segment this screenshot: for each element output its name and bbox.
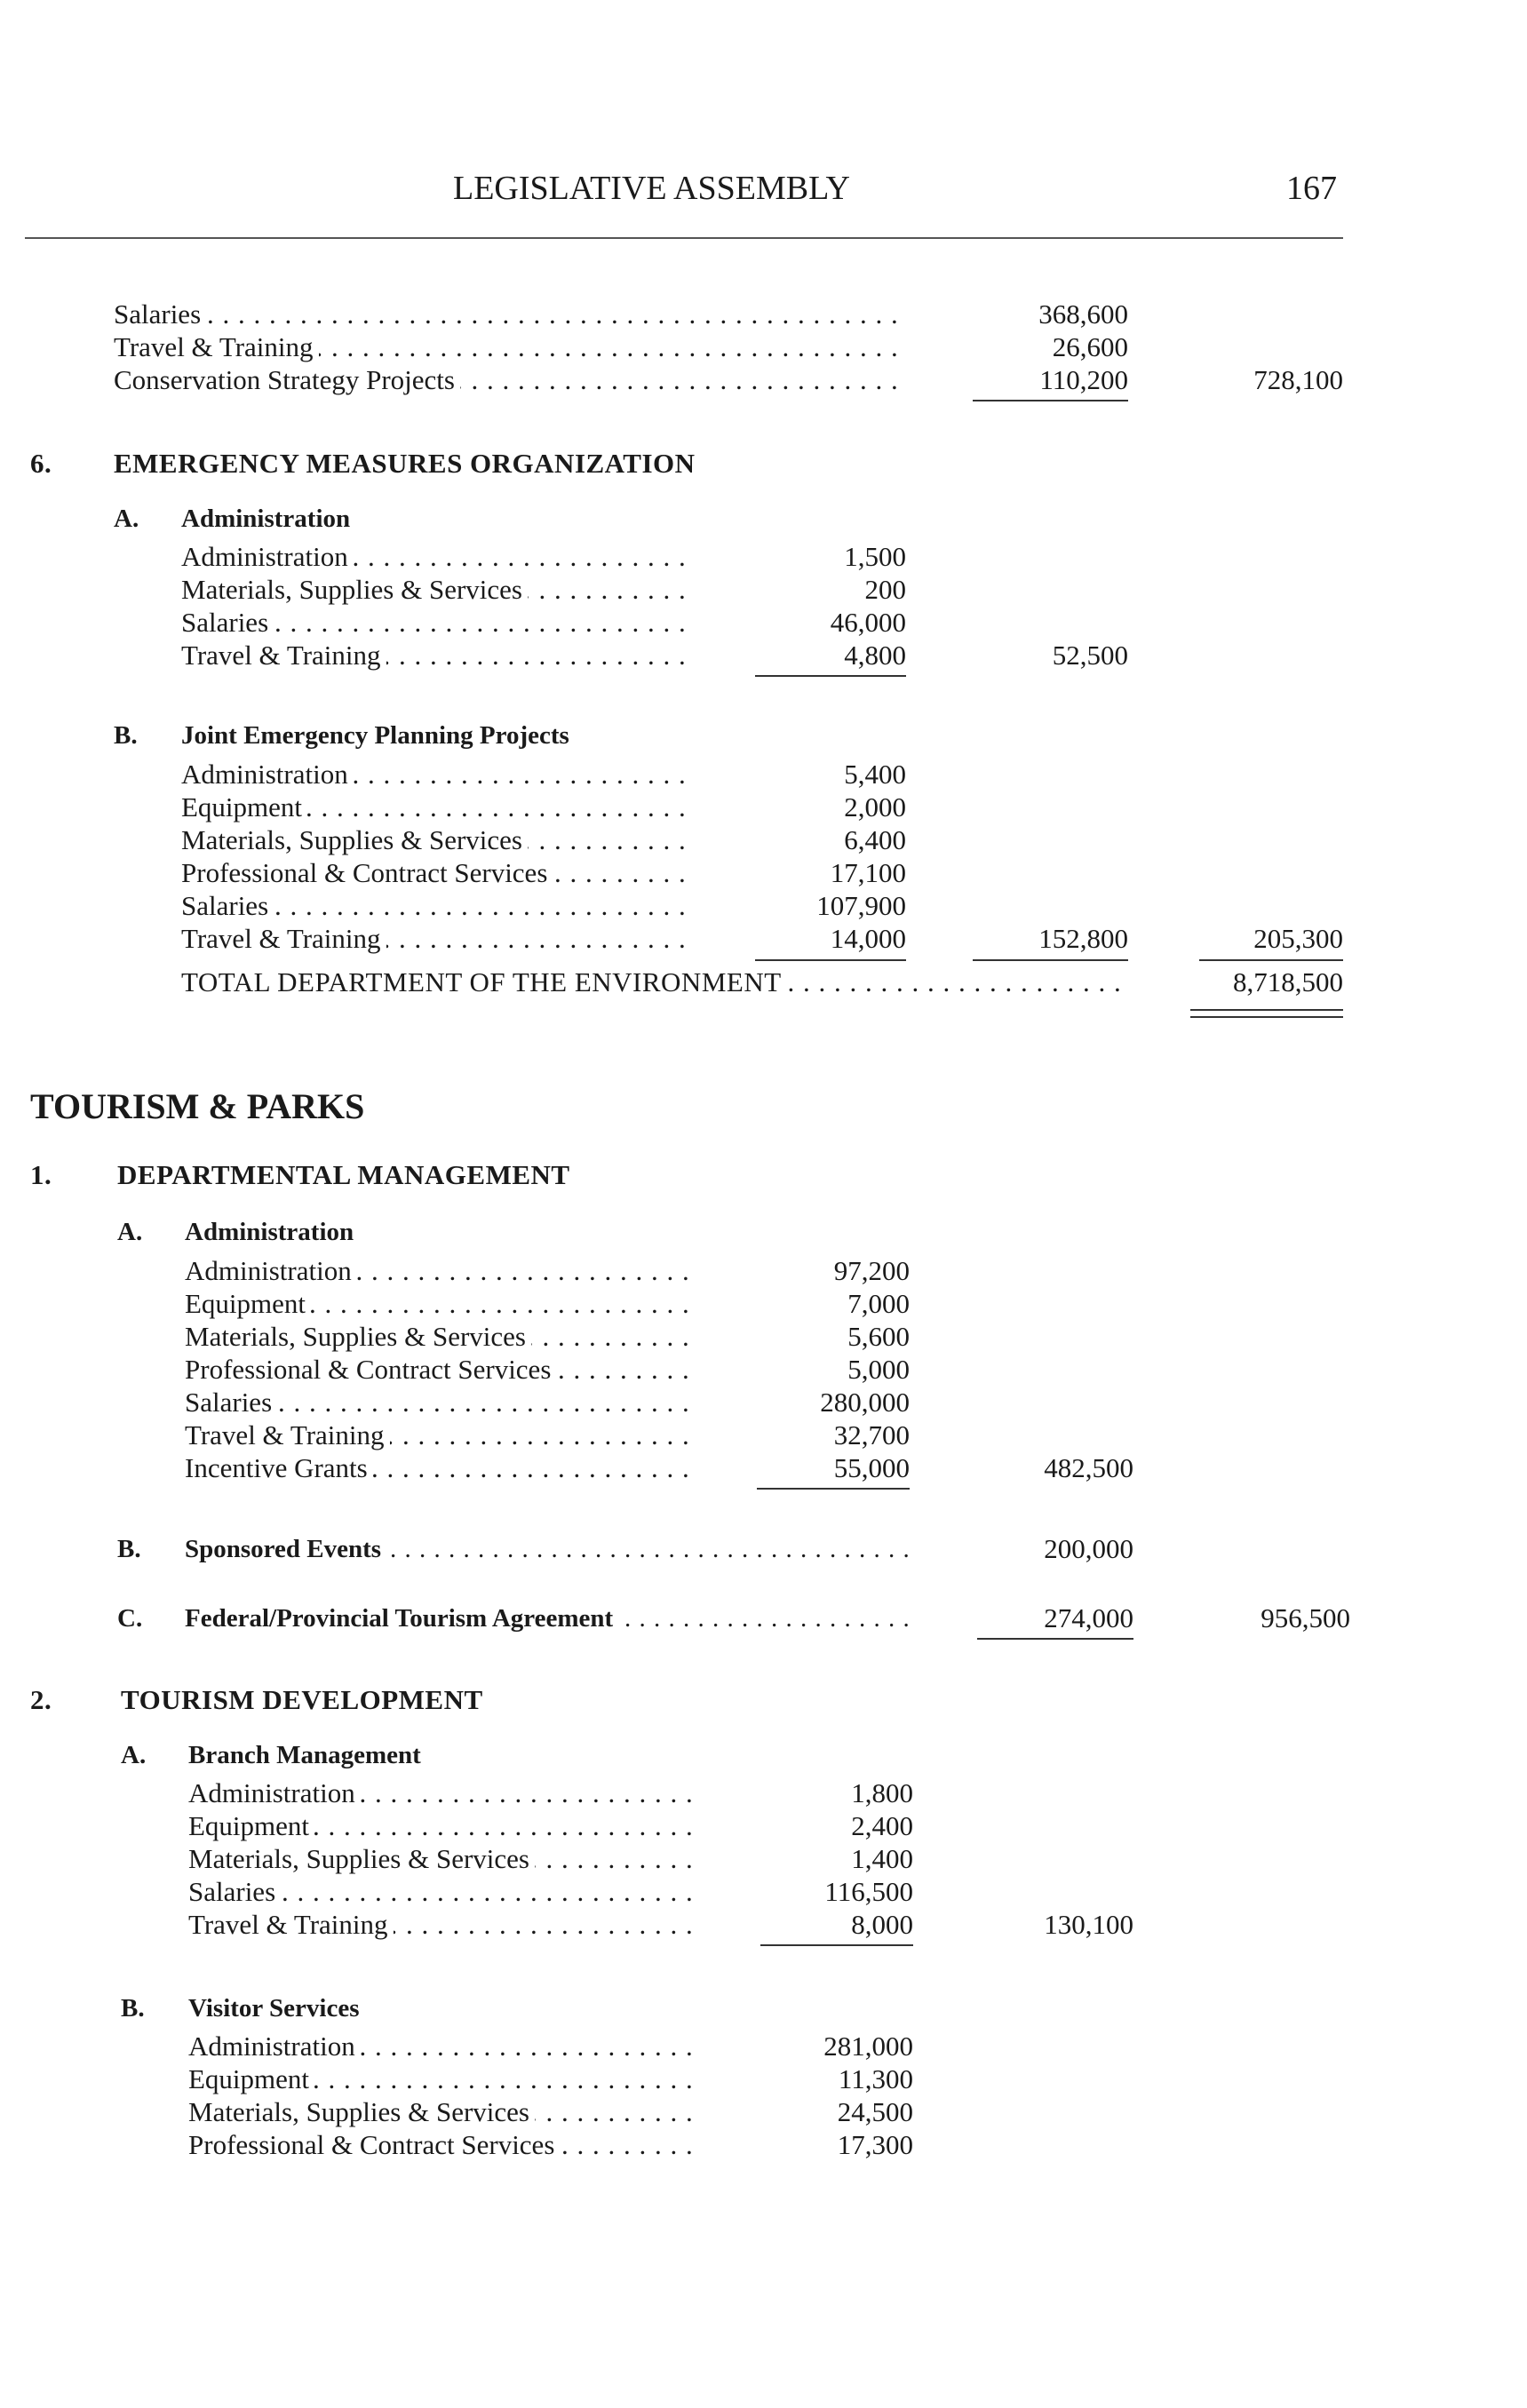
- subsection-title: Visitor Services: [188, 1994, 360, 2023]
- subsection-title: Sponsored Events . . .: [185, 1535, 913, 1564]
- line-item: Administration . . .: [181, 759, 688, 791]
- amount: 6,400: [844, 824, 906, 855]
- line-item: Conservation Strategy Projects . . .: [114, 364, 904, 396]
- line-item: Administration . . .: [181, 541, 688, 573]
- amount: 7,000: [847, 1288, 910, 1319]
- department-total-label: TOTAL DEPARTMENT OF THE ENVIRONMENT . . .: [181, 966, 1123, 998]
- subtotal-rule: [973, 959, 1128, 961]
- line-item: Administration . . .: [188, 2031, 695, 2062]
- amount: 55,000: [833, 1452, 910, 1483]
- amount: 5,000: [847, 1354, 910, 1385]
- amount: 17,100: [830, 857, 906, 888]
- amount: 46,000: [830, 607, 906, 638]
- line-item: Travel & Training . . .: [188, 1909, 695, 1941]
- total-rule: [1199, 959, 1343, 961]
- line-item: Administration . . .: [185, 1255, 691, 1287]
- line-item: Salaries . . .: [185, 1387, 691, 1419]
- amount: 107,900: [816, 890, 906, 921]
- subtotal-rule: [755, 959, 906, 961]
- amount: 200: [864, 574, 906, 605]
- department-total: 8,718,500: [1233, 966, 1343, 997]
- subsection-letter: A.: [114, 505, 139, 533]
- amount: 14,000: [830, 923, 906, 954]
- line-item: Materials, Supplies & Services . . .: [185, 1321, 691, 1353]
- subtotal: 130,100: [1044, 1909, 1133, 1940]
- running-head: LEGISLATIVE ASSEMBLY: [453, 170, 850, 207]
- line-item: Administration . . .: [188, 1777, 695, 1809]
- section-title: TOURISM DEVELOPMENT: [121, 1684, 483, 1715]
- line-item: Travel & Training . . .: [181, 923, 688, 955]
- amount: 116,500: [824, 1876, 913, 1907]
- line-item: Salaries . . .: [181, 607, 688, 639]
- line-item: Equipment . . .: [185, 1288, 691, 1320]
- line-item: Materials, Supplies & Services . . .: [188, 1843, 695, 1875]
- subsection-letter: A.: [121, 1741, 147, 1769]
- amount: 8,000: [851, 1909, 913, 1940]
- amount: 110,200: [1039, 364, 1128, 395]
- header-rule: [25, 237, 1343, 239]
- amount: 1,800: [851, 1777, 913, 1808]
- line-item: Travel & Training . . .: [114, 331, 904, 363]
- line-item: Equipment . . .: [181, 791, 688, 823]
- subsection-letter: B.: [121, 1994, 145, 2023]
- amount: 11,300: [838, 2063, 913, 2094]
- amount: 97,200: [833, 1255, 910, 1286]
- amount: 24,500: [837, 2096, 913, 2127]
- section-title: EMERGENCY MEASURES ORGANIZATION: [114, 448, 696, 479]
- amount: 5,600: [847, 1321, 910, 1352]
- subtotal-rule: [760, 1944, 913, 1946]
- amount: 281,000: [823, 2031, 913, 2062]
- line-item: Professional & Contract Services . . .: [185, 1354, 691, 1386]
- line-item: Equipment . . .: [188, 2063, 695, 2095]
- subtotal-rule: [757, 1488, 910, 1490]
- section-total: 728,100: [1253, 364, 1343, 395]
- line-item: Materials, Supplies & Services . . .: [188, 2096, 695, 2128]
- section-title: DEPARTMENTAL MANAGEMENT: [117, 1159, 570, 1190]
- section-number: 2.: [30, 1684, 52, 1715]
- line-item: Materials, Supplies & Services . . .: [181, 824, 688, 856]
- subtotal-rule: [755, 675, 906, 677]
- subsection-letter: B.: [117, 1535, 141, 1563]
- line-item: Materials, Supplies & Services . . .: [181, 574, 688, 606]
- subtotal: 52,500: [1052, 640, 1128, 671]
- subsection-title: Branch Management: [188, 1741, 421, 1769]
- amount: 5,400: [844, 759, 906, 790]
- page-number: 167: [1286, 170, 1337, 207]
- section-number: 6.: [30, 448, 52, 479]
- line-item: Equipment . . .: [188, 1810, 695, 1842]
- department-title: TOURISM & PARKS: [30, 1086, 365, 1126]
- line-item: Travel & Training . . .: [185, 1419, 691, 1451]
- line-item: Professional & Contract Services . . .: [188, 2129, 695, 2161]
- subsection-title: Federal/Provincial Tourism Agreement . . .: [185, 1604, 913, 1633]
- amount: 17,300: [837, 2129, 913, 2160]
- grand-total-double-rule: [1190, 1009, 1343, 1018]
- subsection-letter: C.: [117, 1604, 143, 1633]
- amount: 32,700: [833, 1419, 910, 1450]
- amount: 1,500: [844, 541, 906, 572]
- subsection-letter: A.: [117, 1218, 143, 1246]
- subtotal: 482,500: [1044, 1452, 1133, 1483]
- amount: 2,000: [844, 791, 906, 823]
- line-item: Salaries . . .: [114, 298, 904, 330]
- subtotal-rule: [977, 1638, 1133, 1640]
- subtotal: 274,000: [1044, 1602, 1133, 1633]
- section-total: 956,500: [1261, 1602, 1350, 1633]
- amount: 1,400: [851, 1843, 913, 1874]
- line-item: Salaries . . .: [181, 890, 688, 922]
- subsection-title: Administration: [185, 1218, 354, 1246]
- line-item: Professional & Contract Services . . .: [181, 857, 688, 889]
- amount: 368,600: [1038, 298, 1128, 330]
- subtotal: 152,800: [1038, 923, 1128, 954]
- line-item: Incentive Grants . . .: [185, 1452, 691, 1484]
- amount: 4,800: [844, 640, 906, 671]
- subsection-title: Joint Emergency Planning Projects: [181, 721, 569, 750]
- amount: 280,000: [820, 1387, 910, 1418]
- section-total: 205,300: [1253, 923, 1343, 954]
- subtotal-rule: [973, 400, 1128, 401]
- subtotal: 200,000: [1044, 1533, 1133, 1564]
- amount: 2,400: [851, 1810, 913, 1841]
- subsection-letter: B.: [114, 721, 138, 750]
- line-item: Salaries . . .: [188, 1876, 695, 1908]
- line-item: Travel & Training . . .: [181, 640, 688, 672]
- amount: 26,600: [1052, 331, 1128, 362]
- section-number: 1.: [30, 1159, 52, 1190]
- subsection-title: Administration: [181, 505, 351, 533]
